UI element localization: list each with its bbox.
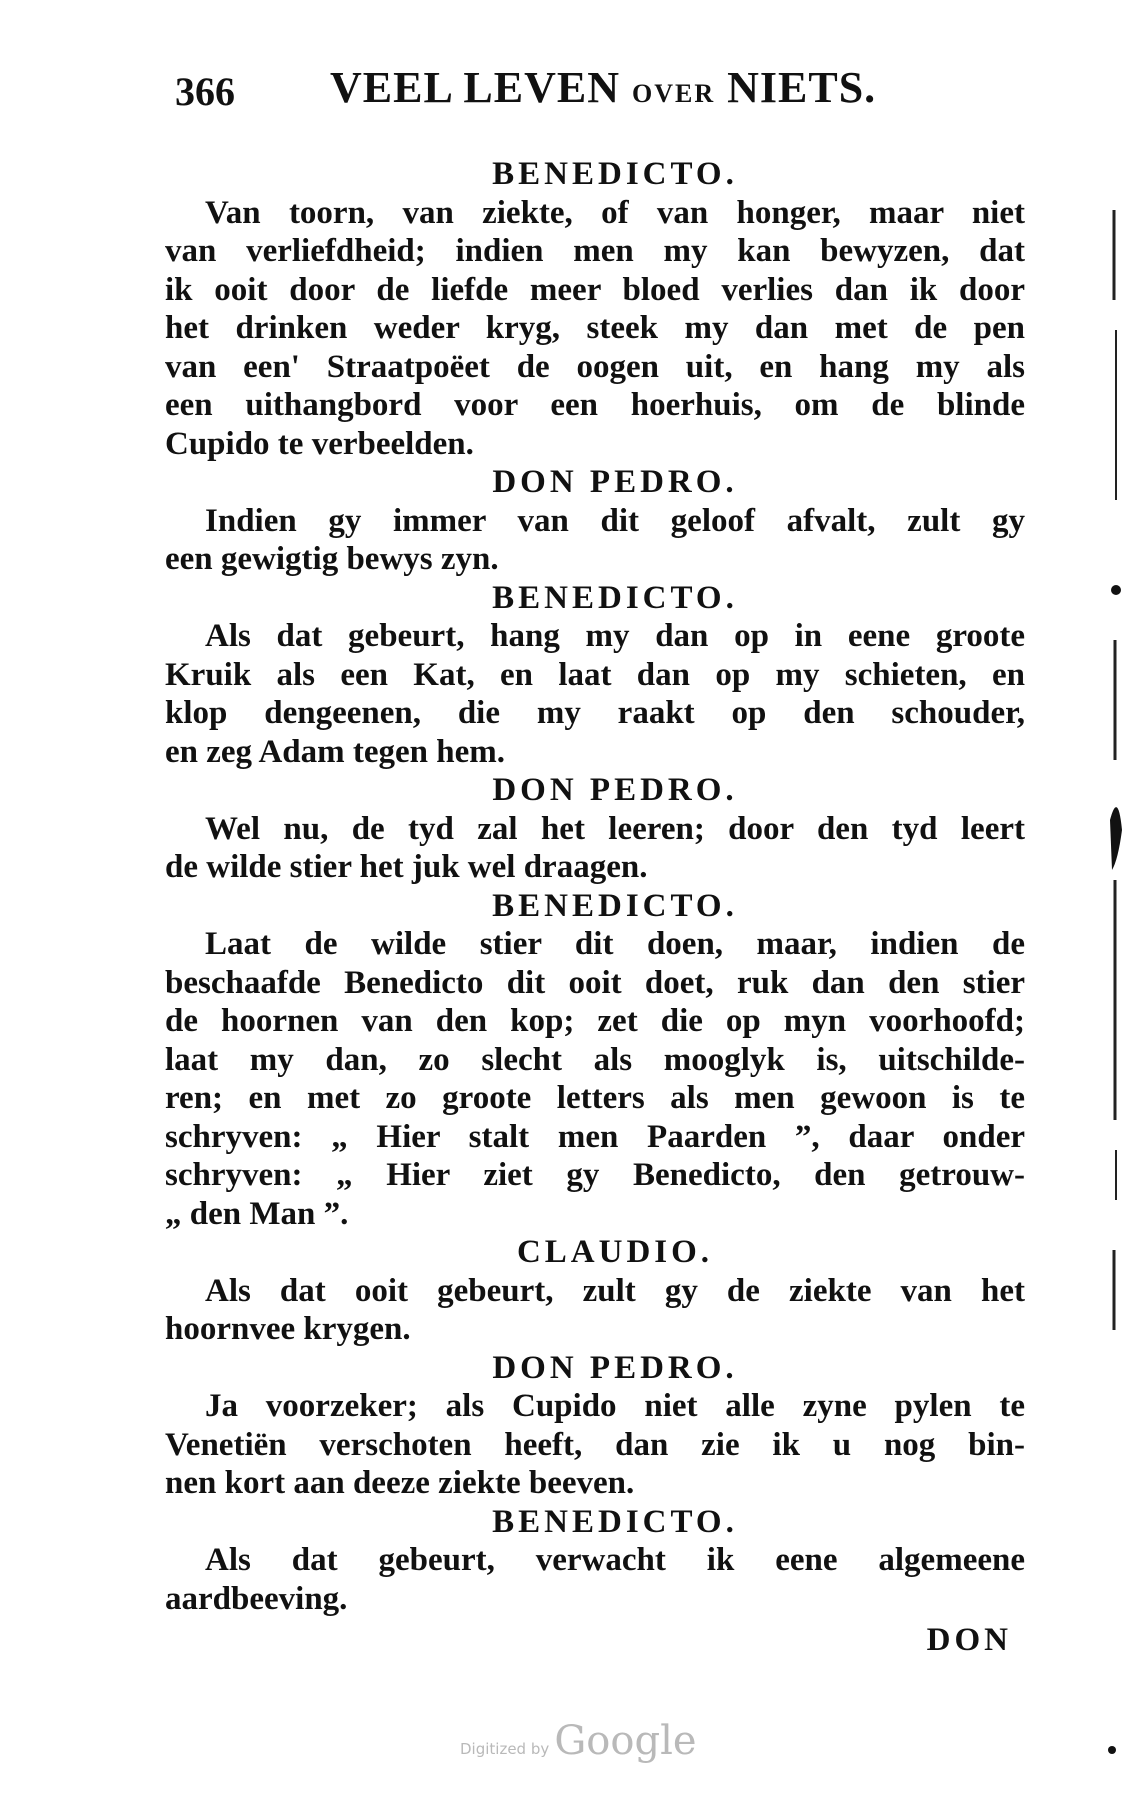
watermark-digitized-label: Digitized by <box>460 1740 550 1758</box>
speech-line: Als dat gebeurt, verwacht ik eene algemeene <box>205 1542 1025 1578</box>
speech-line: hoornvee krygen. <box>165 1311 411 1347</box>
speaker-name: DON PEDRO. <box>492 772 738 808</box>
running-title-part2: NIETS. <box>715 63 877 112</box>
speech-line: „ den Man ”. <box>165 1195 349 1232</box>
speech-block <box>165 1272 1025 1349</box>
speech-block <box>165 925 1025 1233</box>
speaker-name: DON PEDRO. <box>492 1349 738 1386</box>
speech-line: de hoornen van den kop; zet die op myn voorhoofd; <box>165 1003 1025 1039</box>
speech-line: van een' Straatpoëet de oogen uit, en hang my als <box>165 348 1025 385</box>
speech-line: Als dat gebeurt, hang my dan op in eene groote <box>205 618 1025 654</box>
page-number: 366 <box>175 69 235 114</box>
speech-line: laat my dan, zo slecht als mooglyk is, uitschilde- <box>165 1041 1025 1078</box>
speech-block <box>165 617 1025 771</box>
speaker-name: DON PEDRO. <box>492 464 738 500</box>
catchword: DON <box>926 1622 1012 1658</box>
speech-line: schryven: „ Hier ziet gy Benedicto, den getrouw- <box>165 1157 1025 1193</box>
running-title-small: OVER <box>631 79 716 108</box>
running-header <box>175 62 895 122</box>
digitized-watermark <box>460 1718 697 1764</box>
speech-line: Wel nu, de tyd zal het leeren; door den tyd leert <box>205 810 1025 847</box>
speech-line: Ja voorzeker; als Cupido niet alle zyne pylen te <box>205 1388 1025 1424</box>
dialogue-text <box>165 155 1025 1618</box>
speech-block <box>165 502 1025 579</box>
speech-line: een gewigtig bewys zyn. <box>165 541 499 577</box>
page-edge-marks <box>1106 0 1136 1811</box>
speech-line: de wilde stier het juk wel draagen. <box>165 849 648 885</box>
speaker-name: BENEDICTO. <box>492 887 738 924</box>
speech-line: van verliefdheid; indien men my kan bewyzen, dat <box>165 233 1025 269</box>
speech-line: Van toorn, van ziekte, of van honger, maar niet <box>205 194 1025 231</box>
speech-block <box>165 194 1025 464</box>
speech-line: Indien gy immer van dit geloof afvalt, zult gy <box>205 502 1025 539</box>
speech-line: schryven: „ Hier stalt men Paarden ”, daar onder <box>165 1118 1025 1155</box>
watermark-brand: Google <box>554 1718 697 1764</box>
speech-line: Venetiën verschoten heeft, dan zie ik u nog bin- <box>165 1426 1025 1463</box>
speech-block <box>165 1541 1025 1618</box>
speech-line: Laat de wilde stier dit doen, maar, indien de <box>205 926 1025 962</box>
speech-line: ren; en met zo groote letters als men gewoon is te <box>165 1080 1025 1116</box>
speech-line: aardbeeving. <box>165 1580 348 1617</box>
speech-line: nen kort aan deeze ziekte beeven. <box>165 1465 635 1501</box>
speaker-name: BENEDICTO. <box>492 579 738 616</box>
speaker-name: BENEDICTO. <box>492 156 738 192</box>
speech-line: Kruik als een Kat, en laat dan op my schieten, en <box>165 656 1025 693</box>
speech-line: en zeg Adam tegen hem. <box>165 733 506 770</box>
speech-line: klop dengeenen, die my raakt op den schouder, <box>165 695 1025 731</box>
running-title-part1: VEEL LEVEN <box>330 63 632 112</box>
speech-line: beschaafde Benedicto dit ooit doet, ruk dan den stier <box>165 964 1025 1001</box>
speech-line: Als dat ooit gebeurt, zult gy de ziekte van het <box>205 1272 1025 1309</box>
speech-line: het drinken weder kryg, steek my dan met de pen <box>165 310 1025 346</box>
speech-line: ik ooit door de liefde meer bloed verlies dan ik door <box>165 271 1025 308</box>
speech-block <box>165 810 1025 887</box>
speaker-name: BENEDICTO. <box>492 1503 738 1540</box>
speech-line: Cupido te verbeelden. <box>165 425 474 462</box>
speech-block <box>165 1387 1025 1503</box>
speech-line: een uithangbord voor een hoerhuis, om de blinde <box>165 387 1025 423</box>
running-title <box>330 62 876 113</box>
speaker-name: CLAUDIO. <box>516 1234 714 1270</box>
